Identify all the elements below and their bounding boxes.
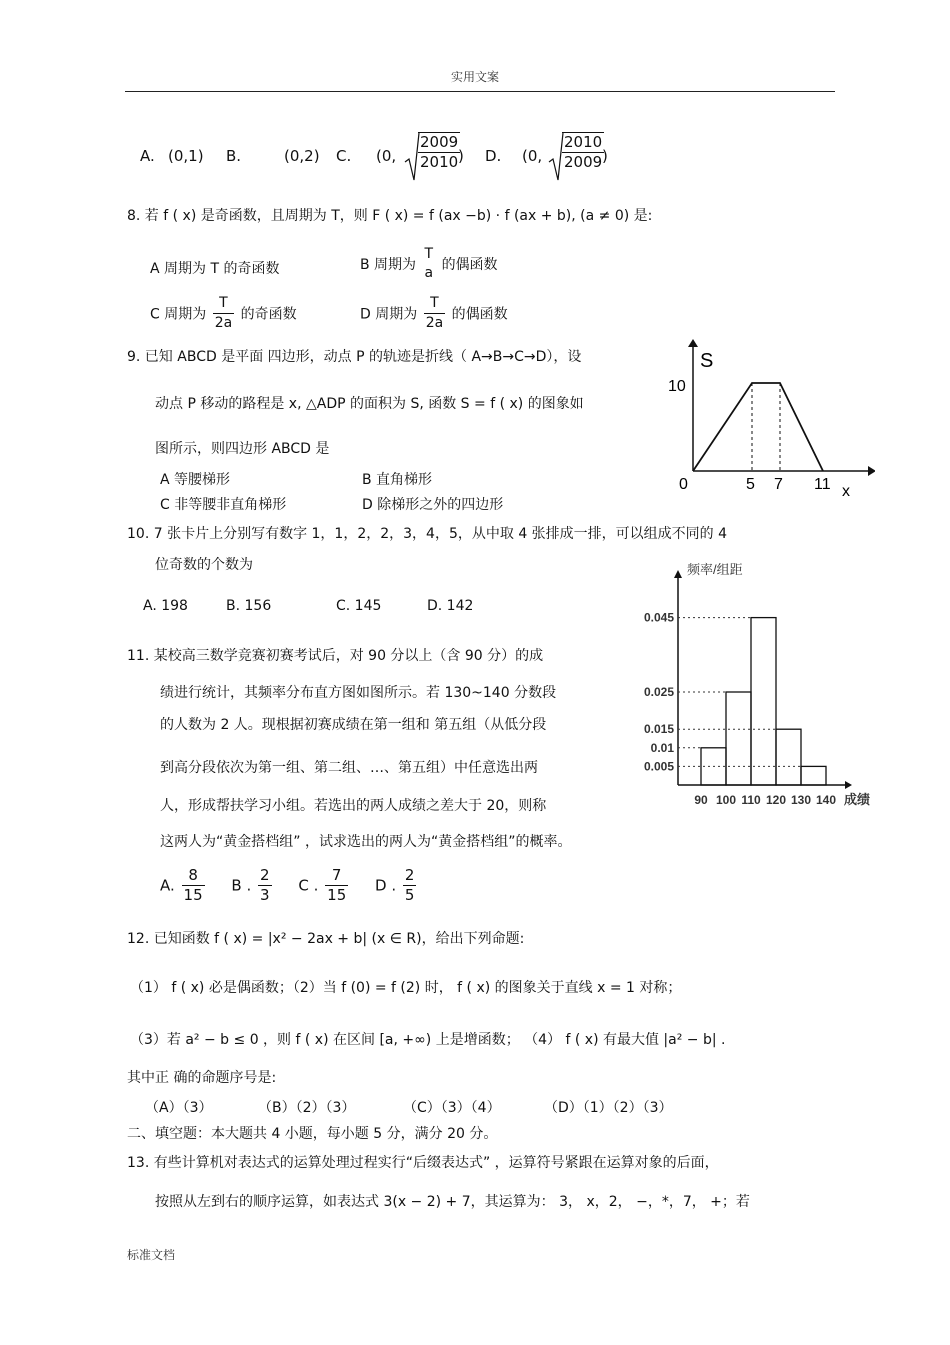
q8-option-a: A 周期为 T 的奇函数: [150, 261, 280, 277]
histogram-y-tick: 0.015: [643, 722, 674, 737]
q7-b-label: B.: [226, 147, 242, 165]
histogram-bar: [801, 766, 826, 785]
q11-c-label: C .: [298, 876, 319, 895]
histogram-y-tick: 0.045: [643, 610, 674, 625]
histogram-x-tick: 120: [765, 793, 787, 807]
q8-d-num: T: [424, 294, 446, 314]
q7-d-label: D.: [485, 147, 502, 165]
q7-d-den: 2009: [564, 153, 603, 171]
q11-line4: 到高分段依次为第一组、第二组、…、第五组）中任意选出两: [160, 760, 538, 776]
graph-y-label: S: [700, 350, 714, 372]
q12-prop-3-4: （3）若 a² − b ≤ 0 ，则 f ( x) 在区间 [a, +∞) 上是增函数； （4） f ( x) 有最大值 |a² − b| .: [130, 1032, 726, 1048]
q11-line1: 11. 某校高三数学竞赛初赛考试后，对 90 分以上（含 90 分）的成: [127, 648, 544, 664]
histogram-y-tick: 0.01: [650, 740, 674, 755]
histogram-x-tick: 90: [694, 793, 708, 807]
q12-option-c: （C）（3）（4）: [403, 1100, 501, 1116]
q8-d-den: 2a: [425, 315, 444, 331]
q11-options: A. $\frac{8}{15}$ B . $\frac{2}{3}$ C . $\frac{7}{15}$ D . $\frac{2}{5}$: [160, 866, 415, 904]
q7-b-value: (0,2): [284, 147, 320, 165]
q10-line2: 位奇数的个数为: [155, 557, 253, 573]
section-2-heading: 二、填空题：本大题共 4 小题，每小题 5 分，满分 20 分。: [127, 1126, 498, 1142]
graph-x-tick-7: 7: [774, 476, 783, 493]
page-header: 实用文案: [450, 70, 499, 84]
histogram-x-tick: 100: [715, 793, 737, 807]
q11-d-label: D .: [375, 876, 397, 895]
histogram-y-tick: 0.025: [643, 685, 674, 699]
graph-x-arrow-icon: [868, 466, 875, 476]
q12-option-b: （B）（2）（3）: [258, 1100, 356, 1116]
q9-option-b: B 直角梯形: [362, 472, 433, 488]
q7-d-num: 2010: [564, 133, 603, 151]
q9-option-a: A 等腰梯形: [160, 472, 231, 488]
q12-option-a: （A）（3）: [145, 1100, 213, 1116]
q9-line3: 图所示，则四边形 ABCD 是: [155, 441, 330, 457]
q10-option-c: C. 145: [336, 598, 382, 614]
graph-origin: 0: [679, 476, 688, 493]
graph-x-tick-5: 5: [746, 476, 755, 493]
q8-stem: 8. 若 f ( x) 是奇函数，且周期为 T，则 F ( x) = f (ax −b) · f (ax + b), (a ≠ 0) 是:: [127, 208, 653, 224]
histogram-x-tick: 140: [815, 793, 837, 807]
q9-option-d: D 除梯形之外的四边形: [362, 497, 504, 513]
graph-x-label: x: [842, 483, 850, 500]
q8-c-den: 2a: [214, 315, 233, 331]
q7-c-prefix: (0,: [376, 147, 397, 165]
q8-c-num: T: [213, 294, 235, 314]
histogram-x-label: 成绩: [844, 792, 871, 807]
q7-c-suffix: ): [458, 147, 464, 165]
q7-c-sqrt: [404, 132, 460, 172]
q8-option-c: C 周期为 $\frac{T}{2a}$ 的奇函数: [150, 295, 297, 331]
q7-d-suffix: ): [602, 147, 608, 165]
q11-line6: 这两人为“黄金搭档组” ，试求选出的两人为“黄金搭档组”的概率。: [160, 834, 572, 850]
q7-c-num: 2009: [420, 133, 459, 151]
q13-line1: 13. 有些计算机对表达式的运算处理过程实行“后缀表达式” ，运算符号紧跟在运算对象的后面，: [127, 1155, 719, 1171]
q10-option-d: D. 142: [427, 598, 474, 614]
q9-option-c: C 非等腰非直角梯形: [160, 497, 287, 513]
q10-option-a: A. 198: [143, 598, 188, 614]
q12-option-d: （D）（1）（2）（3）: [544, 1100, 673, 1116]
q10-line1: 10. 7 张卡片上分别写有数字 1，1，2，2，3，4，5，从中取 4 张排成一排，可以组成不同的 4: [127, 526, 728, 542]
graph-y-tick: 10: [668, 378, 686, 395]
q9-line2: 动点 P 移动的路程是 x, △ADP 的面积为 S, 函数 S = f ( x) 的图象如: [155, 396, 584, 412]
header-divider: [125, 91, 835, 92]
q8-b-den: a: [424, 265, 434, 281]
histogram-x-tick: 110: [741, 793, 761, 807]
q11-b-label: B .: [231, 876, 252, 895]
histogram-title: 频率/组距: [687, 562, 743, 577]
q7-a-label: A.: [140, 147, 155, 165]
histogram-x-tick: 130: [790, 793, 812, 807]
q11-line5: 人，形成帮扶学习小组。若选出的两人成绩之差大于 20，则称: [160, 798, 547, 814]
q11-line2: 绩进行统计，其频率分布直方图如图所示。若 130~140 分数段: [160, 685, 557, 701]
histogram-x-arrow-icon: [845, 781, 852, 789]
q7-d-sqrt: [548, 132, 604, 172]
q9-line1: 9. 已知 ABCD 是平面 四边形，动点 P 的轨迹是折线（ A→B→C→D），设: [127, 349, 582, 365]
histogram-bar: [726, 692, 751, 785]
q7-c-den: 2010: [420, 153, 459, 171]
q8-option-b: B 周期为 T a 的偶函数: [360, 246, 498, 281]
histogram-y-arrow-icon: [674, 570, 682, 578]
s-x-graph: [660, 335, 875, 505]
page-footer: 标准文档: [127, 1248, 176, 1262]
q8-b-num: T: [424, 246, 434, 262]
graph-y-arrow-icon: [688, 339, 698, 347]
q12-question: 其中正 确的命题序号是:: [127, 1070, 277, 1086]
histogram-chart: [630, 560, 895, 815]
q12-stem: 12. 已知函数 f ( x) = |x² − 2ax + b| (x ∈ R)，给出下列命题:: [127, 931, 525, 947]
histogram-bar: [776, 729, 801, 785]
q13-line2: 按照从左到右的顺序运算，如表达式 3(x − 2) + 7，其运算为： 3， x，2， −，*，7， +；若: [155, 1194, 750, 1210]
graph-x-tick-11: 11: [814, 476, 831, 493]
histogram-bar: [751, 618, 776, 785]
q11-line3: 的人数为 2 人。现根据初赛成绩在第一组和 第五组（从低分段: [160, 717, 547, 733]
q7-d-prefix: (0,: [522, 147, 543, 165]
q10-option-b: B. 156: [226, 598, 272, 614]
q11-a-label: A.: [160, 876, 175, 895]
histogram-y-tick: 0.005: [643, 759, 674, 774]
graph-polyline: [693, 383, 823, 471]
q12-prop-1-2: （1） f ( x) 必是偶函数；（2）当 f (0) = f (2) 时， f ( x) 的图象关于直线 x = 1 对称；: [130, 980, 682, 996]
q7-c-label: C.: [336, 147, 352, 165]
q7-a-value: (0,1): [168, 147, 204, 165]
q8-option-d: D 周期为 $\frac{T}{2a}$ 的偶函数: [360, 295, 508, 331]
